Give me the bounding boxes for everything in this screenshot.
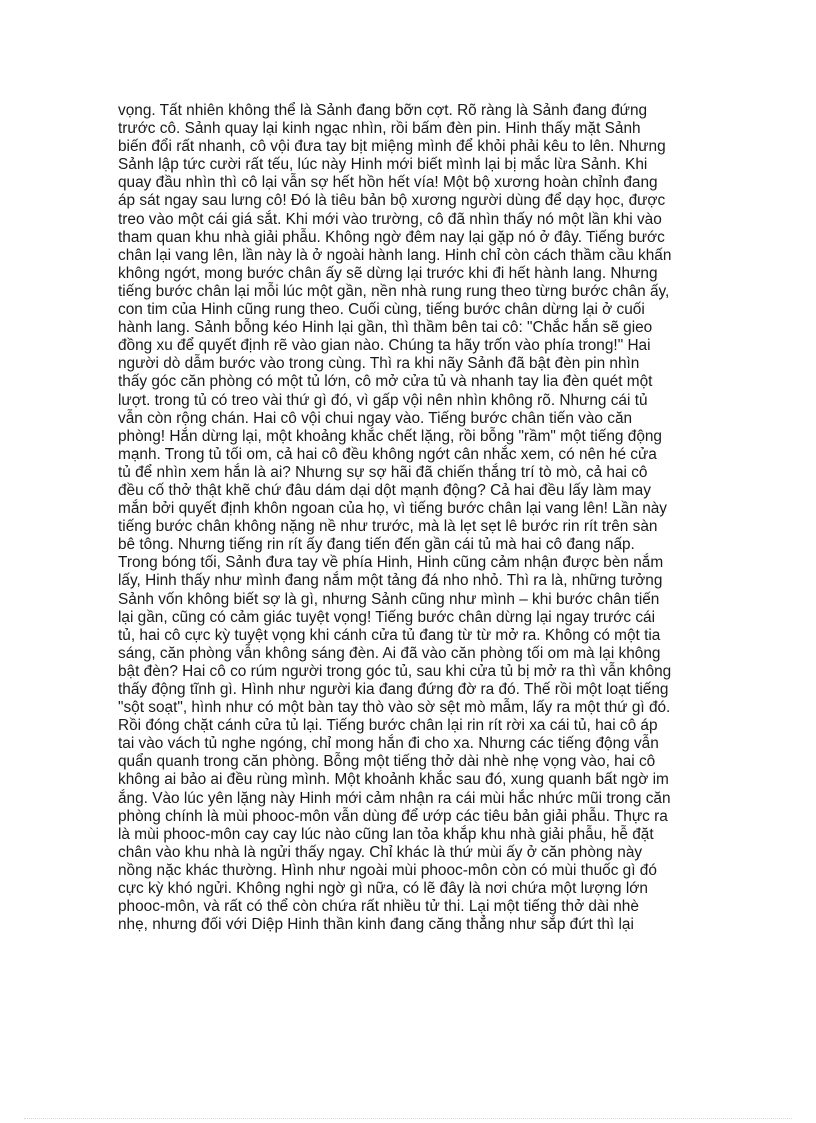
text-line: Rồi đóng chặt cánh cửa tủ lại. Tiếng bước chân lại rin rít rời xa cái tủ, hai cô áp <box>118 717 658 735</box>
text-line: cực kỳ khó ngửi. Không nghi ngờ gì nữa, có lẽ đây là nơi chứa một lượng lớn <box>118 880 648 898</box>
text-line: người dò dẫm bước vào trong cùng. Thì ra khi nãy Sảnh đã bật đèn pin nhìn <box>118 355 640 373</box>
text-line: sáng, căn phòng vẫn không sáng đèn. Ai đã vào căn phòng tối om mà lại không <box>118 644 661 662</box>
text-line: phòng chính là mùi phooc-môn vẫn dùng để ướp các tiêu bản giải phẫu. Thực ra <box>118 807 668 825</box>
text-line: chân vào khu nhà là ngửi thấy ngay. Chỉ khác là thứ mùi ấy ở căn phòng này <box>118 843 643 861</box>
text-line: lượt. trong tủ có treo vài thứ gì đó, vì gấp vội nên nhìn không rõ. Nhưng cái tủ <box>118 391 648 409</box>
text-line: Trong bóng tối, Sảnh đưa tay về phía Hinh, Hinh cũng cảm nhận được bèn nắm <box>118 554 664 572</box>
text-line: tiếng bước chân lại mỗi lúc một gần, nền nhà rung rung theo từng bước chân ấy, <box>118 282 670 300</box>
text-line: quẩn quanh trong căn phòng. Bỗng một tiếng thở dài nhè nhẹ vọng vào, hai cô <box>118 753 656 771</box>
text-line: lại gần, cũng có cảm giác tuyệt vọng! Tiếng bước chân dừng lại ngay trước cái <box>118 608 656 626</box>
text-line: treo vào một cái giá sắt. Khi mới vào trường, cô đã nhìn thấy nó một lần khi vào <box>118 210 662 228</box>
text-line: quay đầu nhìn thì cô lại vẫn sợ hết hồn hết vía! Một bộ xương hoàn chỉnh đang <box>118 174 658 192</box>
text-line: Sảnh lập tức cười rất tếu, lúc này Hinh mới biết mình lại bị mắc lừa Sảnh. Khi <box>118 156 648 174</box>
text-line: lấy, Hinh thấy như mình đang nắm một tảng đá nho nhỏ. Thì ra là, những tưởng <box>118 572 663 590</box>
text-line: nhẹ, nhưng đối với Diệp Hinh thần kinh đang căng thẳng như sắp đứt thì lại <box>118 916 634 934</box>
text-line: không ai bảo ai đều rùng mình. Một khoảnh khắc sau đó, xung quanh bất ngờ im <box>118 771 669 789</box>
text-line: mạnh. Trong tủ tối om, cả hai cô đều không ngớt cân nhắc xem, có nên hé cửa <box>118 445 657 463</box>
text-line: nồng nặc khác thường. Hình như ngoài mùi phooc-môn còn có mùi thuốc gì đó <box>118 861 657 879</box>
text-line: vọng. Tất nhiên không thể là Sảnh đang bỡn cợt. Rõ ràng là Sảnh đang đứng <box>118 102 648 119</box>
text-line: đồng xu để quyết định rẽ vào gian nào. Chúng ta hãy trốn vào phía trong!" Hai <box>118 337 651 355</box>
text-line: áp sát ngay sau lưng cô! Đó là tiêu bản bộ xương người dùng để dạy học, được <box>118 192 666 210</box>
text-line: vẫn còn rộng chán. Hai cô vội chui ngay vào. Tiếng bước chân tiến vào căn <box>118 409 633 427</box>
text-line: tai vào vách tủ nghe ngóng, chỉ mong hắn đi cho xa. Nhưng các tiếng động vẫn <box>118 735 659 753</box>
text-line: không ngớt, mong bước chân ấy sẽ dừng lại trước khi đi hết hành lang. Nhưng <box>118 264 658 282</box>
text-line: là mùi phooc-môn cay cay lúc nào cũng lan tỏa khắp khu nhà giải phẫu, hễ đặt <box>118 825 654 843</box>
text-line: phooc-môn, và rất có thể còn chứa rất nhiều tử thi. Lại một tiếng thở dài nhè <box>118 898 639 916</box>
text-line: bê tông. Nhưng tiếng rin rít ấy đang tiến đến gần cái tủ mà hai cô đang nấp. <box>118 536 635 554</box>
body-text <box>118 102 708 934</box>
text-line: phòng! Hắn dừng lại, một khoảng khắc chết lặng, rồi bỗng "rầm" một tiếng động <box>118 427 662 445</box>
page-bottom-divider <box>24 1118 792 1119</box>
text-line: trước cô. Sảnh quay lại kinh ngạc nhìn, rồi bấm đèn pin. Hinh thấy mặt Sảnh <box>118 120 641 138</box>
text-line: con tim của Hinh cũng rung theo. Cuối cùng, tiếng bước chân dừng lại ở cuối <box>118 301 645 319</box>
text-line: thấy góc căn phòng có một tủ lớn, cô mở cửa tủ và nhanh tay lia đèn quét một <box>118 373 653 391</box>
text-line: chân lại vang lên, lần này là ở ngoài hành lang. Hinh chỉ còn cách thầm cầu khấn <box>118 246 672 264</box>
text-line: bật đèn? Hai cô co rúm người trong góc tủ, sau khi cửa tủ bị mở ra thì vẫn không <box>118 662 672 680</box>
text-line: "sột soạt", hình như có một bàn tay thò vào sờ sệt mò mẫm, lấy ra một thứ gì đó. <box>118 699 671 717</box>
text-line: ắng. Vào lúc yên lặng này Hinh mới cảm nhận ra cái mùi hắc nhức mũi trong căn <box>118 789 671 807</box>
text-line: tủ, hai cô cực kỳ tuyệt vọng khi cánh cửa tủ đang từ từ mở ra. Không có một tia <box>118 626 661 644</box>
text-line: biến đổi rất nhanh, cô vội đưa tay bịt miệng mình để khỏi phải kêu to lên. Nhưng <box>118 138 666 156</box>
text-line: thấy động tĩnh gì. Hình như người kia đang đứng đờ ra đó. Thế rồi một loạt tiếng <box>118 681 669 698</box>
text-line: mắn bởi quyết định khôn ngoan của họ, vì tiếng bước chân lại vang lên! Lần này <box>118 500 668 518</box>
text-line: Sảnh vốn không biết sợ là gì, nhưng Sảnh cũng như mình – khi bước chân tiến <box>118 590 660 608</box>
text-line: tủ để nhìn xem hắn là ai? Nhưng sự sợ hãi đã chiến thắng trí tò mò, cả hai cô <box>118 463 648 481</box>
text-line: đều cố thở thật khẽ chứ đâu dám dại dột mạnh động? Cả hai đều lấy làm may <box>118 481 651 499</box>
text-line: tiếng bước chân không nặng nề như trước, mà là lẹt sẹt lê bước rin rít trên sàn <box>118 518 658 536</box>
text-line: tham quan khu nhà giải phẫu. Không ngờ đêm nay lại gặp nó ở đây. Tiếng bước <box>118 228 665 246</box>
text-line: hành lang. Sảnh bỗng kéo Hinh lại gần, thì thầm bên tai cô: "Chắc hắn sẽ gieo <box>118 319 653 337</box>
